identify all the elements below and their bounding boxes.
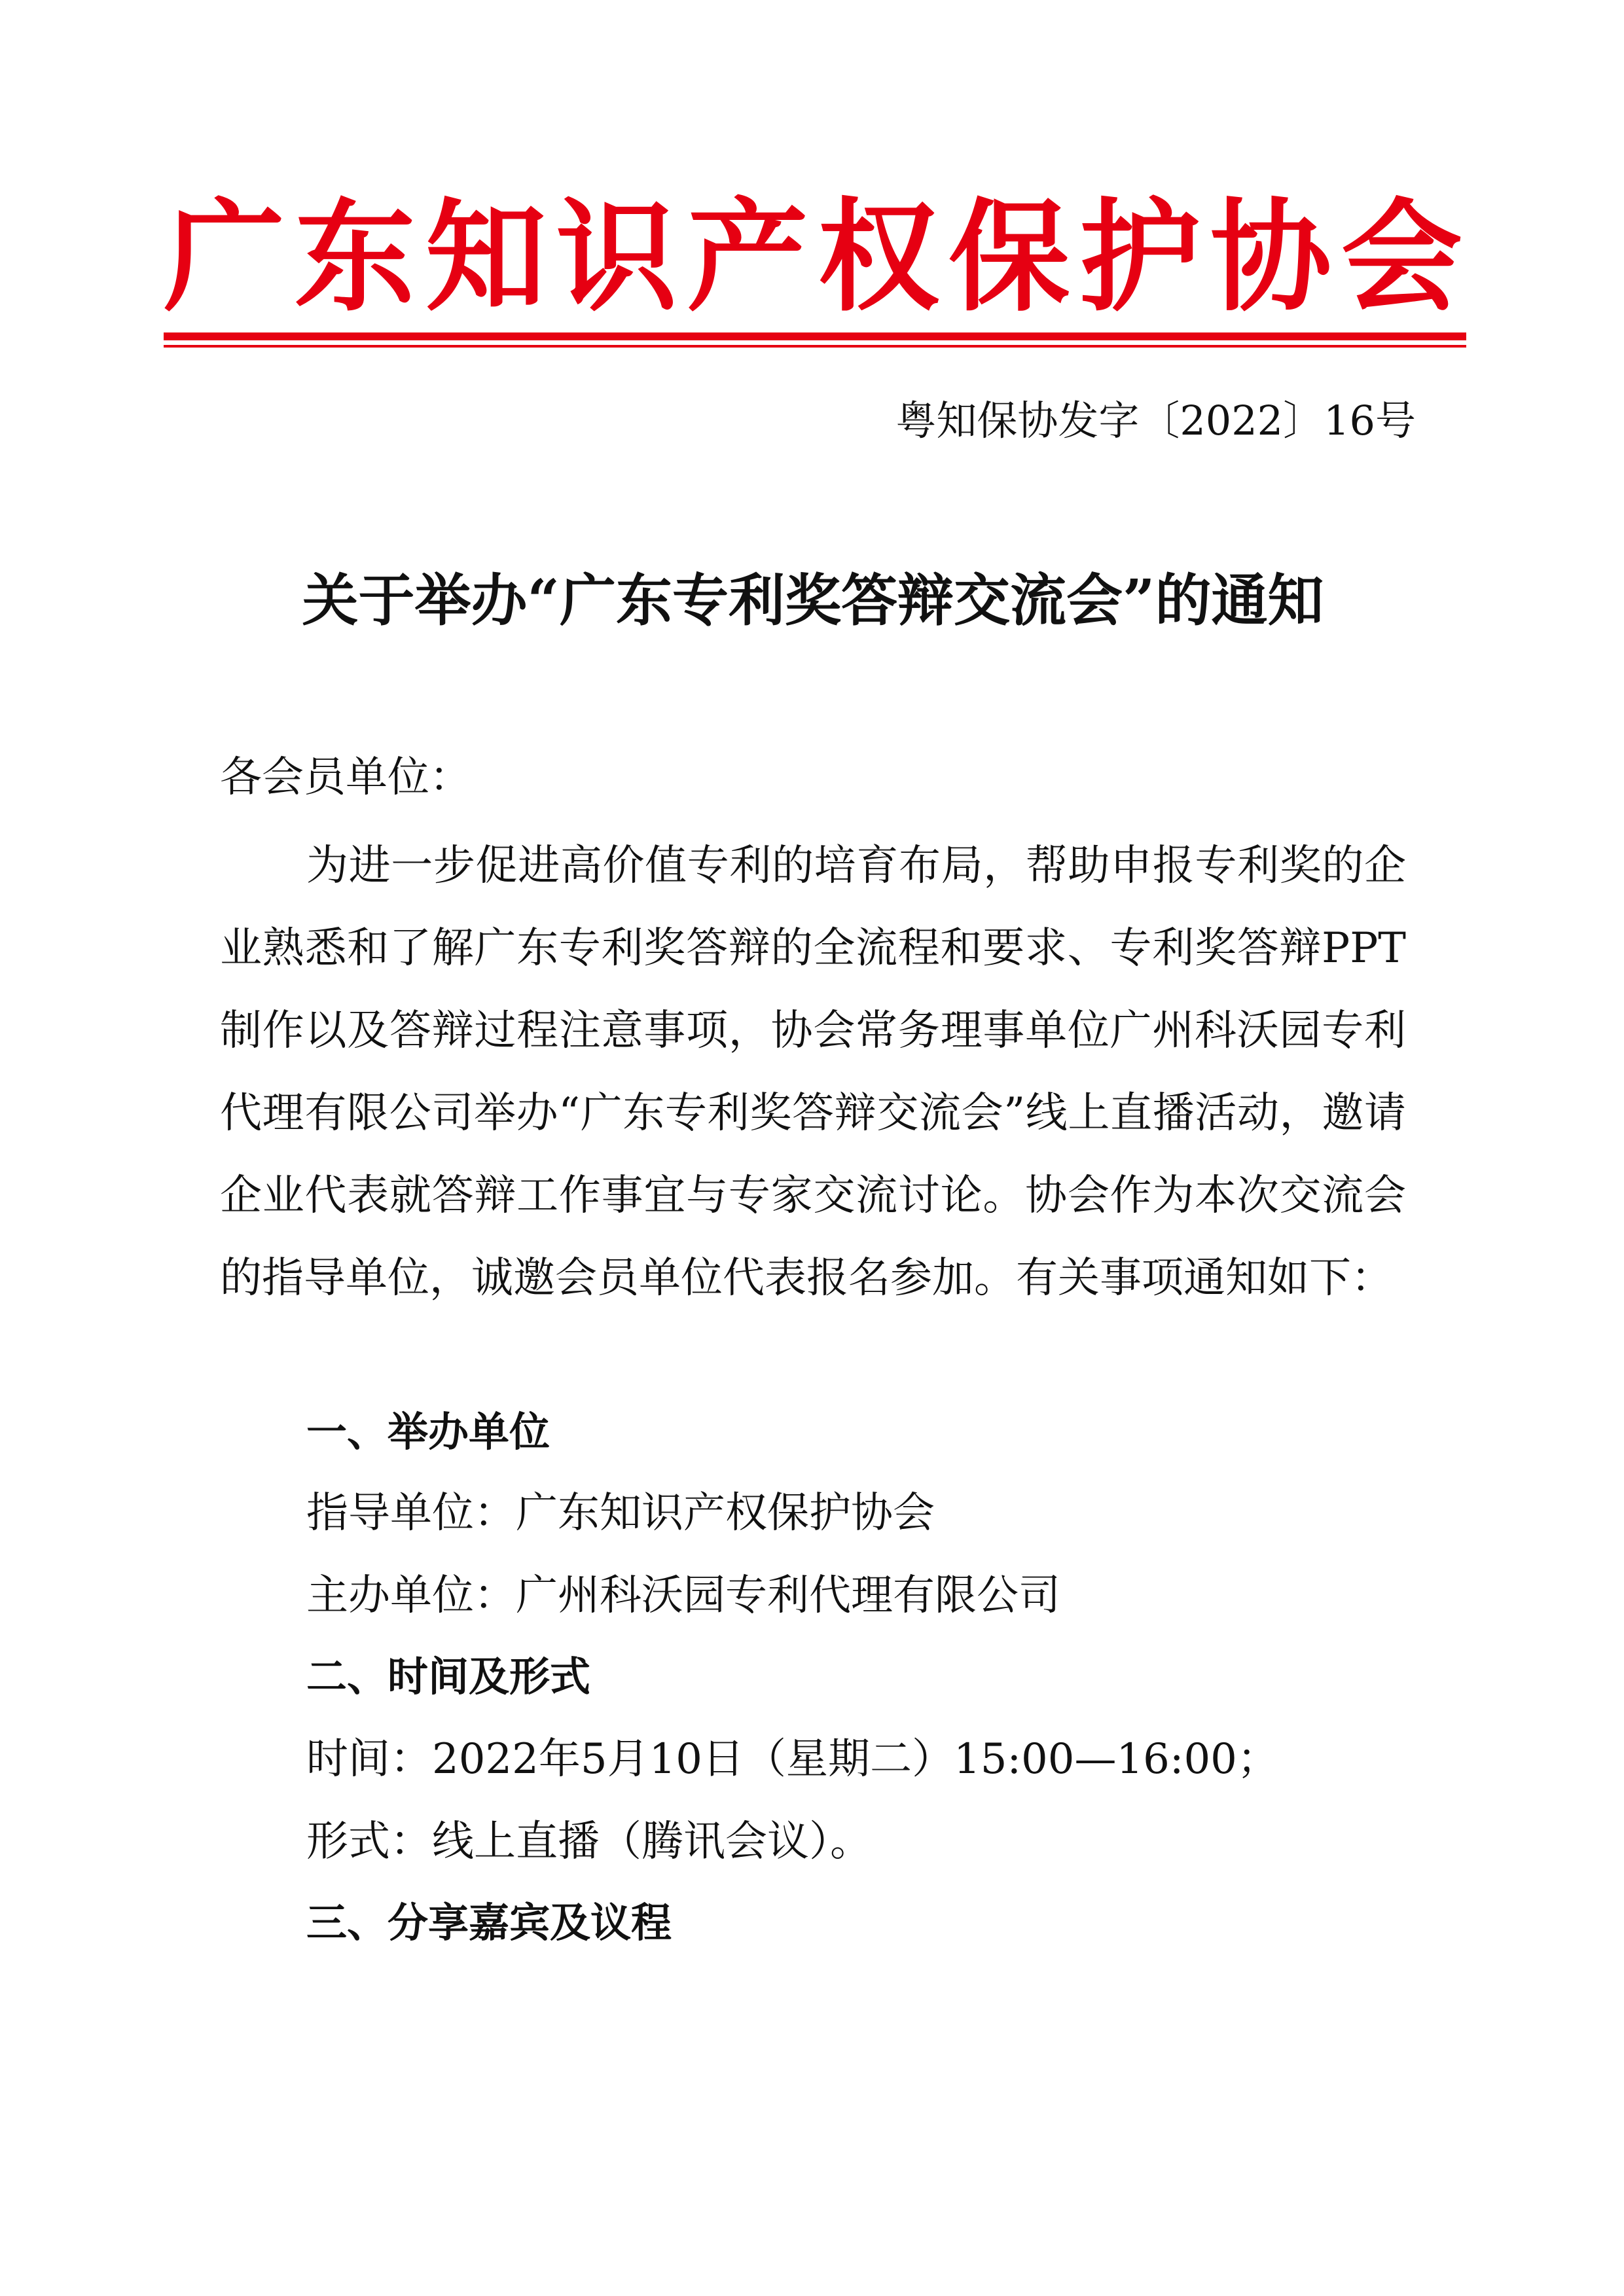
- letterhead-char: 护: [1079, 185, 1201, 328]
- letterhead-char: 会: [1341, 185, 1462, 328]
- organizer-guide-line: 指导单位：广东知识产权保护协会: [306, 1489, 935, 1537]
- letterhead-divider-thick: [164, 332, 1466, 340]
- intro-paragraph: 为进一步促进高价值专利的培育布局，帮助申报专利奖的企业熟悉和了解广东专利奖答辩的全流程和要求、专利奖答辩PPT制作以及答辩过程注意事项，协会常务理事单位广州科沃园专利代理有限公司举办“广东专利奖答辩交流会”线上直播活动，邀请企业代表就答辩工作事宜与专家交流讨论。协会作为本次交流会的指导单位，诚邀会员单位代表报名参加。有关事项通知如下：: [220, 842, 1406, 1302]
- letterhead-char: 知: [425, 185, 547, 328]
- organizer-host-line: 主办单位：广州科沃园专利代理有限公司: [306, 1571, 1060, 1620]
- letterhead-char: 产: [687, 185, 808, 328]
- document-title: 关于举办“广东专利奖答辩交流会”的通知: [302, 567, 1324, 634]
- section-heading-organizers: 一、举办单位: [306, 1408, 550, 1456]
- salutation: 各会员单位：: [220, 753, 471, 802]
- letterhead-char: 广: [164, 185, 285, 328]
- letterhead-char: 识: [556, 185, 677, 328]
- section-heading-guests-agenda: 三、分享嘉宾及议程: [306, 1899, 672, 1946]
- time-line: 时间：2022年5月10日（星期二）15:00—16:00；: [306, 1735, 1279, 1784]
- letterhead-org-name: [164, 171, 1462, 342]
- letterhead-char: 东: [294, 185, 416, 328]
- letterhead-char: 保: [948, 185, 1070, 328]
- letterhead-divider-thin: [164, 345, 1466, 348]
- document-number: 粤知保协发字〔2022〕16号: [895, 397, 1416, 444]
- section-heading-time-format: 二、时间及形式: [306, 1653, 591, 1700]
- format-line: 形式：线上直播（腾讯会议）。: [306, 1818, 872, 1866]
- letterhead-char: 权: [818, 185, 939, 328]
- letterhead-char: 协: [1210, 185, 1331, 328]
